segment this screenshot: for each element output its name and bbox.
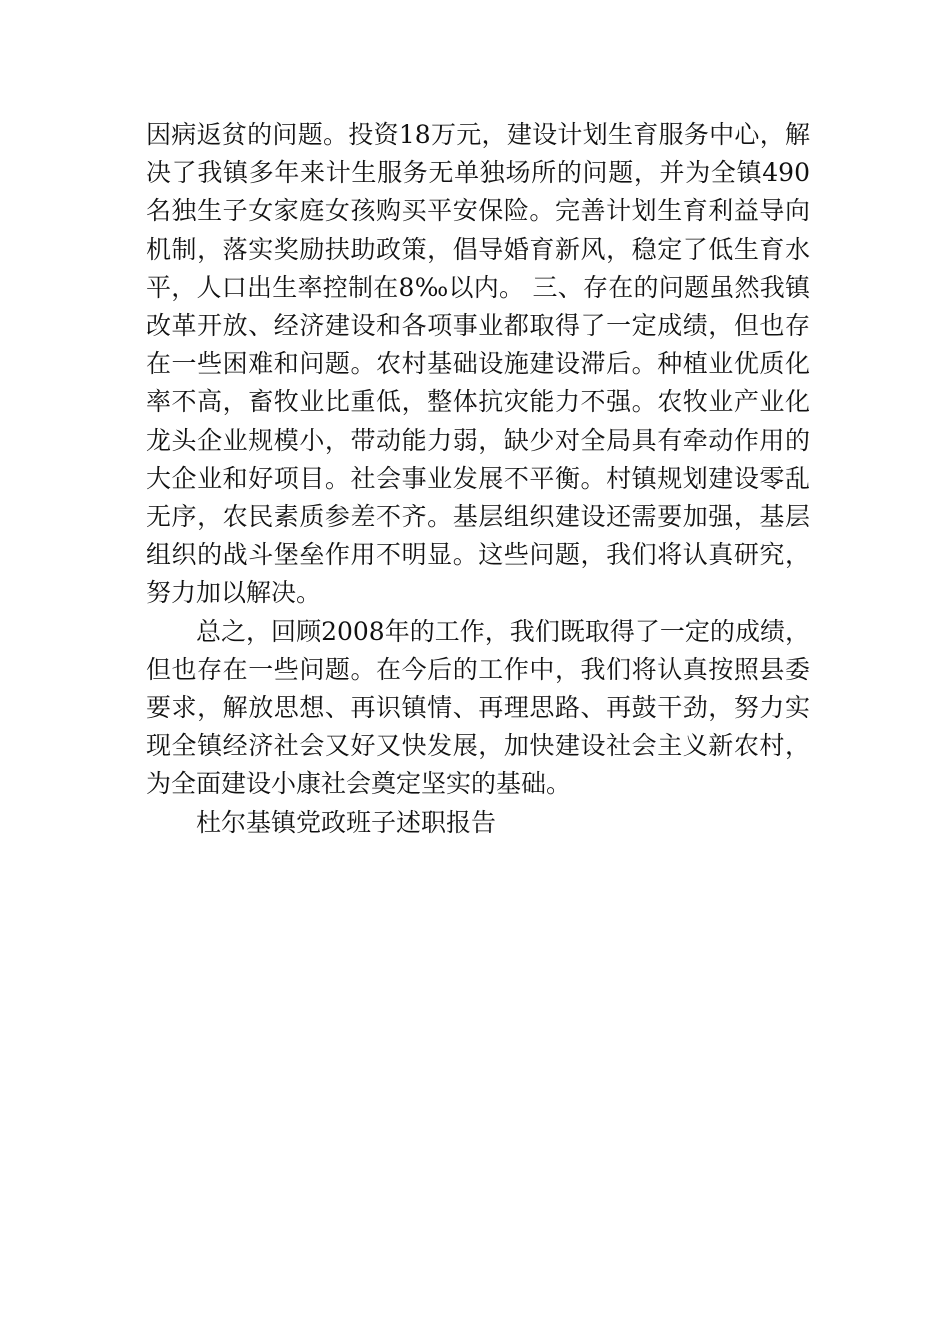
document-body xyxy=(146,116,810,842)
paragraph-summary: 总之，回顾2008年的工作，我们既取得了一定的成绩，但也存在一些问题。在今后的工作中，我们将认真按照县委要求，解放思想、再识镇情、再理思路、再鼓干劲，努力实现全镇经济社会又好又快发展，加快建设社会主义新农村，为全面建设小康社会奠定坚实的基础。 xyxy=(146,616,810,799)
report-title-line: 杜尔基镇党政班子述职报告 xyxy=(196,807,497,837)
paragraph-continuation: 因病返贫的问题。投资18万元，建设计划生育服务中心，解决了我镇多年来计生服务无单独场所的问题，并为全镇490名独生子女家庭女孩购买平安保险。完善计划生育利益导向机制，落实奖励扶助政策，倡导婚育新风，稳定了低生育水平，人口出生率控制在8‰以内。 三、存在的问题虽然我镇改革开放、经济建设和各项事业都取得了一定成绩，但也存在一些困难和问题。农村基础设施建设滞后。种植业优质化率不高，畜牧业比重低，整体抗灾能力不强。农牧业产业化龙头企业规模小，带动能力弱，缺少对全局具有牵动作用的大企业和好项目。社会事业发展不平衡。村镇规划建设零乱无序，农民素质参差不齐。基层组织建设还需要加强，基层组织的战斗堡垒作用不明显。这些问题，我们将认真研究，努力加以解决。 xyxy=(146,120,810,608)
